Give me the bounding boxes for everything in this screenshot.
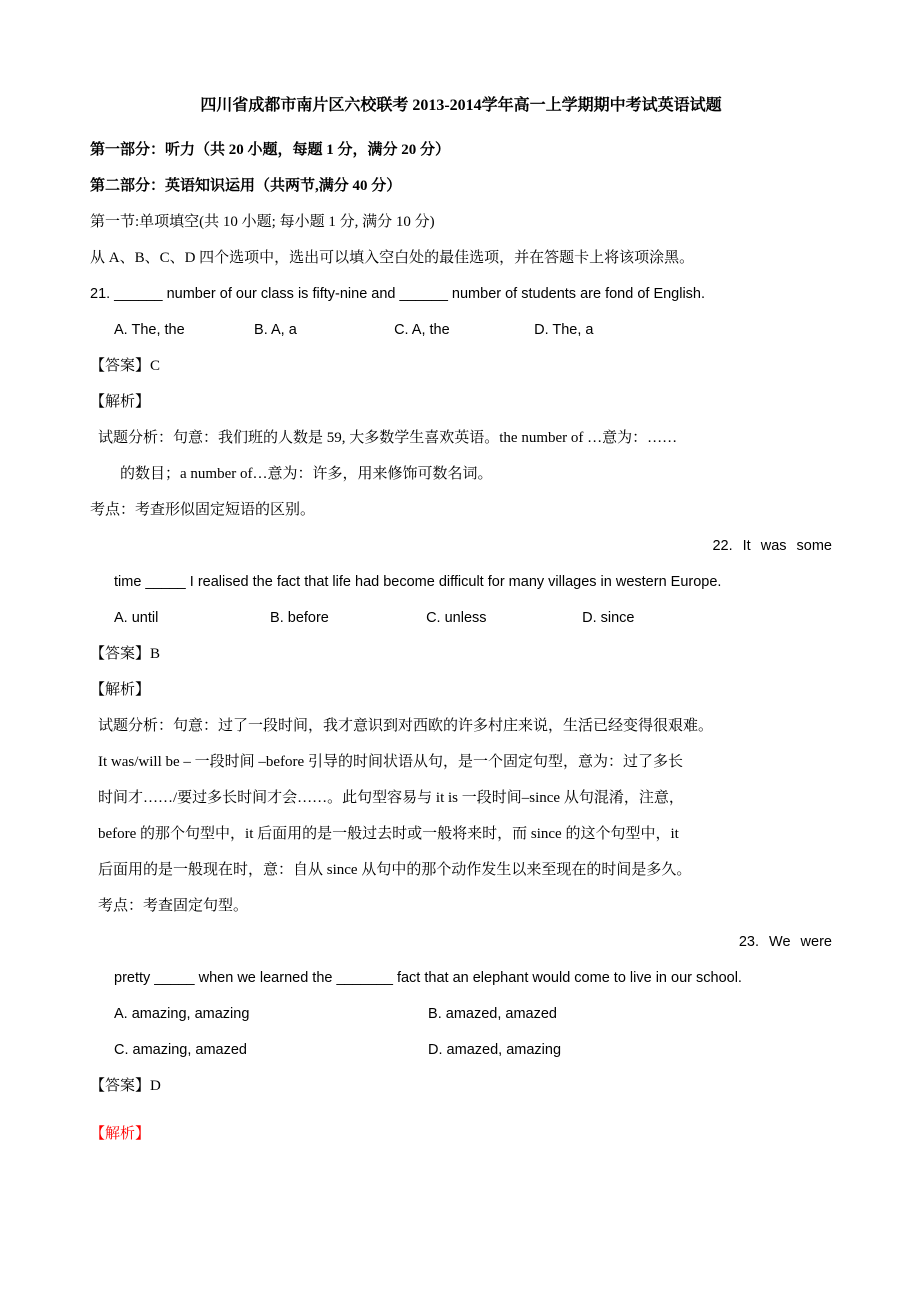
part1-heading: 第一部分：听力（共 20 小题，每题 1 分，满分 20 分） — [90, 142, 451, 158]
q21-answer-line — [90, 355, 832, 377]
q23-stem-rest: pretty _____ when we learned the _______ fact that an elephant would come to live in our school. — [114, 970, 742, 986]
q21-option-a: A. The, the — [114, 322, 185, 338]
q22-analysis-line-5: 后面用的是一般现在时，意：自从 since 从句中的那个动作发生以来至现在的时间是多久。 — [98, 862, 692, 878]
q21-stem: 21. ______ number of our class is fifty-nine and ______ number of students are fond of English. — [90, 286, 706, 302]
q23-answer-label: 【答案】 — [90, 1078, 151, 1094]
q22-option-c: C. unless — [426, 610, 487, 626]
q21-answer-value: C — [150, 358, 161, 374]
q23-answer-value: D — [150, 1078, 161, 1094]
q23-option-c: C. amazing, amazed — [114, 1042, 247, 1058]
q22-answer-label: 【答案】 — [90, 646, 151, 662]
q23-options-row-1 — [90, 1003, 832, 1025]
q23-option-d: D. amazed, amazing — [428, 1042, 562, 1058]
q22-analysis-line-1: 试题分析：句意：过了一段时间，我才意识到对西欧的许多村庄来说，生活已经变得很艰难。 — [98, 718, 714, 734]
q22-options — [90, 607, 832, 629]
q22-analysis-line-2: It was/will be – 一段时间 –before 引导的时间状语从句，是一个固定句型，意为：过了多长 — [98, 754, 683, 770]
q21-analysis-line-1: 试题分析：句意：我们班的人数是 59, 大多数学生喜欢英语。the number of …意为：…… — [98, 430, 678, 446]
q21-option-d: D. The, a — [534, 322, 594, 338]
q23-option-b: B. amazed, amazed — [428, 1006, 557, 1022]
q21-option-b: B. A, a — [254, 322, 297, 338]
q23-option-a: A. amazing, amazing — [114, 1006, 250, 1022]
q22-option-a: A. until — [114, 610, 159, 626]
q22-analysis-line-3: 时间才……/要过多长时间才会……。此句型容易与 it is 一段时间–since 从句混淆，注意， — [98, 790, 684, 806]
section1-instructions: 从 A、B、C、D 四个选项中，选出可以填入空白处的最佳选项，并在答题卡上将该项涂黑。 — [90, 250, 695, 266]
section1-heading: 第一节:单项填空(共 10 小题; 每小题 1 分, 满分 10 分) — [90, 214, 435, 230]
q21-answer-label: 【答案】 — [90, 358, 151, 374]
q22-analysis-line-4: before 的那个句型中，it 后面用的是一般过去时或一般将来时，而 since 的这个句型中，it — [98, 826, 679, 842]
q21-analysis-line-3: 考点：考查形似固定短语的区别。 — [90, 502, 316, 518]
q22-stem-start: 22. It was some — [712, 538, 832, 554]
q22-stem-rest: time _____ I realised the fact that life had become difficult for many villages in western Europe. — [114, 574, 722, 590]
q22-analysis-label: 【解析】 — [90, 682, 151, 698]
q22-option-d: D. since — [582, 610, 635, 626]
q23-stem-start: 23. We were — [738, 934, 832, 950]
q21-option-c: C. A, the — [394, 322, 450, 338]
q22-answer-line — [90, 643, 832, 665]
part2-heading: 第二部分：英语知识运用（共两节,满分 40 分） — [90, 178, 402, 194]
q23-options-row-2 — [90, 1039, 832, 1061]
q22-option-b: B. before — [270, 610, 329, 626]
q22-answer-value: B — [150, 646, 161, 662]
doc-title: 四川省成都市南片区六校联考 2013-2014学年高一上学期期中考试英语试题 — [200, 97, 722, 114]
q21-analysis-line-2: 的数目；a number of…意为：许多，用来修饰可数名词。 — [120, 466, 493, 482]
q21-analysis-label: 【解析】 — [90, 394, 151, 410]
q23-analysis-label: 【解析】 — [90, 1126, 151, 1142]
q21-options — [90, 319, 832, 341]
q22-analysis-line-6: 考点：考查固定句型。 — [98, 898, 249, 914]
q23-answer-line — [90, 1075, 832, 1097]
